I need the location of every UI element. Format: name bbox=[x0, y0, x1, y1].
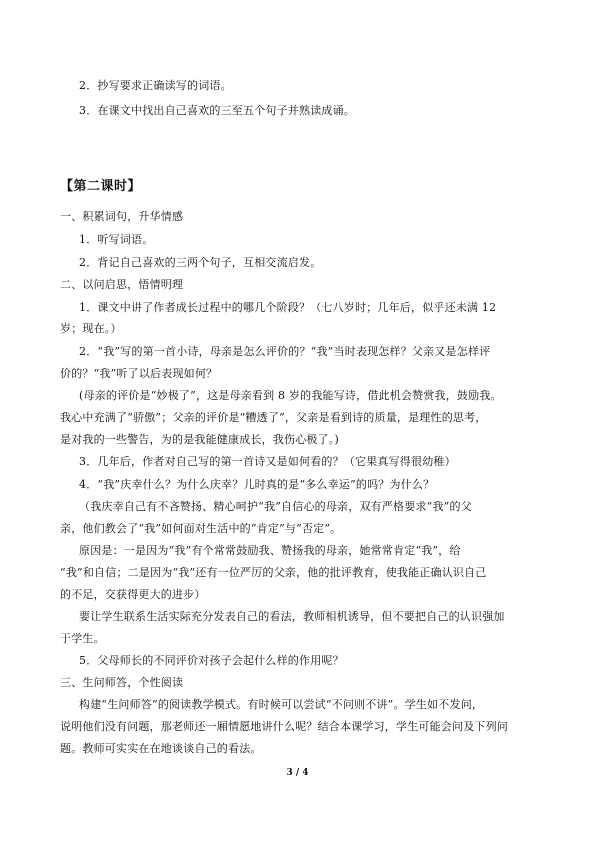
text-line: 于学生。 bbox=[60, 632, 105, 645]
text-line: 3．几年后，作者对自己写的第一首诗又是如何看的？（它果真写得很幼稚） bbox=[79, 455, 456, 468]
text-line: 我心中充满了“骄傲”；父亲的评价是“糟透了”，父亲是看到诗的质量，是理性的思考， bbox=[60, 411, 487, 424]
text-line: 价的？“我”听了以后表现如何？ bbox=[60, 367, 218, 380]
text-line: 要让学生联系生活实际充分发表自己的看法，教师相机诱导，但不要把自己的认识强加 bbox=[79, 610, 505, 623]
text-line: 亲，他们教会了“我”如何面对生活中的“肯定”与“否定”。 bbox=[60, 522, 342, 535]
text-line: “我”和自信；二是因为“我”还有一位严厉的父亲，他的批评教育，使我能正确认识自己 bbox=[60, 566, 487, 579]
text-line: 说明他们没有问题，那老师还一厢情愿地讲什么呢？结合本课学习，学生可能会问及下列问 bbox=[60, 720, 508, 733]
text-line: 是对我的一些警告，为的是我能健康成长，我伤心极了。) bbox=[60, 433, 339, 446]
text-line: 3．在课文中找出自己喜欢的三至五个句子并熟读成诵。 bbox=[79, 104, 355, 117]
text-line: 岁；现在。） bbox=[60, 322, 122, 335]
text-line: (母亲的评价是“妙极了”，这是母亲看到 8 岁的我能写诗，借此机会赞赏我，鼓励我。 bbox=[79, 389, 502, 402]
text-line: 的不足，交获得更大的进步） bbox=[60, 588, 206, 601]
text-line: 原因是：一是因为“我”有个常常鼓励我、赞扬我的母亲，她常常肯定“我”，给 bbox=[79, 544, 461, 557]
text-line: 1．课文中讲了作者成长过程中的哪几个阶段？（七八岁时；几年后，似乎还未满 12 bbox=[79, 301, 497, 314]
text-line: 2．“我”写的第一首小诗，母亲是怎么评价的？“我”当时表现怎样？父亲又是怎样评 bbox=[79, 345, 491, 358]
text-line: 1．听写词语。 bbox=[79, 233, 154, 246]
text-line: 4．“我”庆幸什么？为什么庆幸？儿时真的是“多么幸运”的吗？为什么？ bbox=[79, 478, 435, 491]
section-heading: 【第二课时】 bbox=[60, 179, 142, 194]
text-line: （我庆幸自己有不吝赞扬、精心呵护“我”自信心的母亲，双有严格要求“我”的父 bbox=[79, 500, 472, 513]
text-line: 5．父母师长的不同评价对孩子会起什么样的作用呢？ bbox=[79, 654, 344, 667]
section-title: 三、生问师答，个性阅读 bbox=[60, 676, 184, 689]
text-line: 2．背记自己喜欢的三两个句子，互相交流启发。 bbox=[79, 256, 322, 269]
text-line: 2．抄写要求正确读写的词语。 bbox=[79, 79, 232, 92]
section-title: 一、积累词句，升华情感 bbox=[60, 210, 184, 223]
section-title: 二、以问启思，悟情明理 bbox=[60, 278, 184, 291]
page-number: 3 / 4 bbox=[286, 768, 309, 778]
text-line: 构建“生问师答”的阅读教学模式。有时候可以尝试“不问则不讲”。学生如不发问， bbox=[79, 698, 484, 711]
text-line: 题。教师可实实在在地谈谈自己的看法。 bbox=[60, 742, 262, 755]
